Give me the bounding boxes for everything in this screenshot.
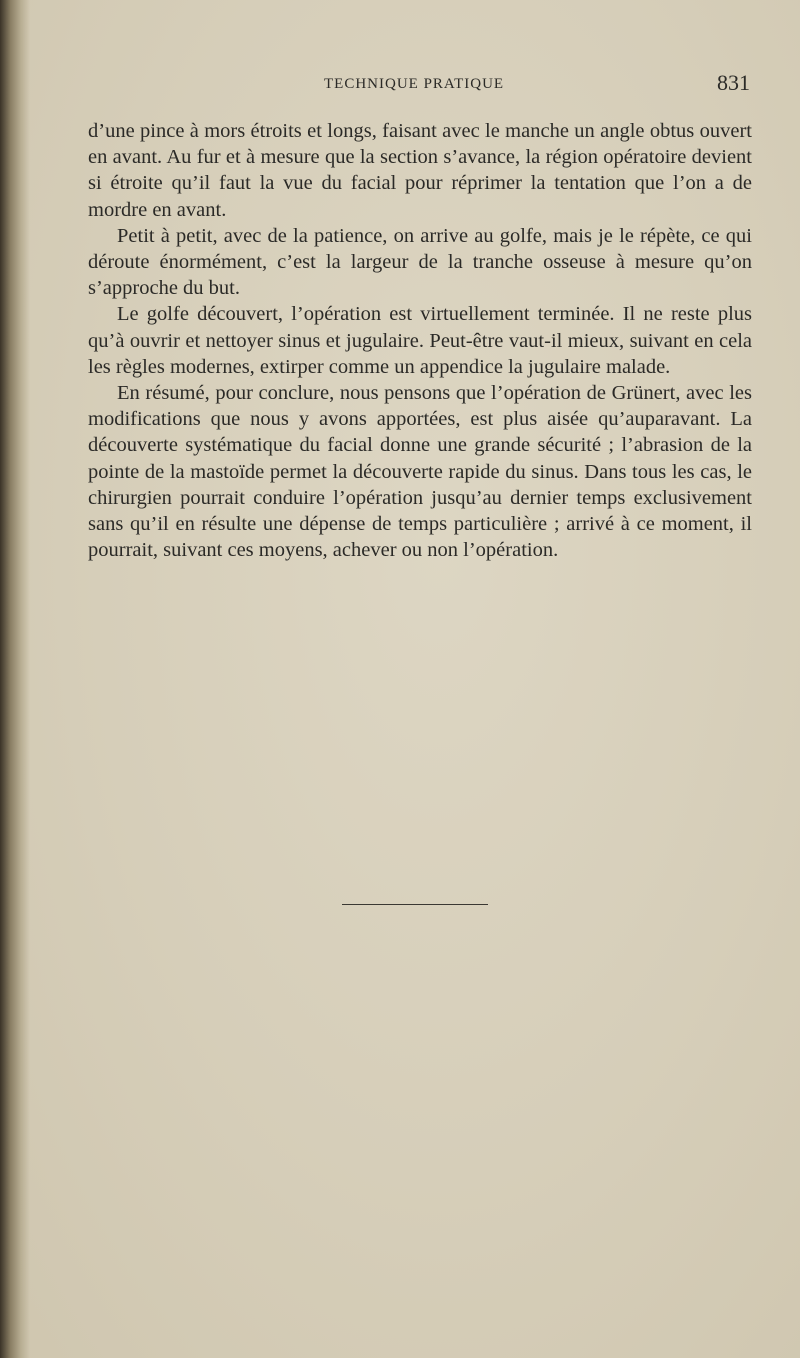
end-rule-divider [342, 904, 488, 905]
body-text [88, 118, 752, 563]
page-number: 831 [717, 70, 750, 95]
paragraph-1: d’une pince à mors étroits et longs, faisant avec le manche un angle obtus ouvert en avant. Au fur et à mesure que la section s’avance, la région opératoire devient si étroite qu’il faut la vue du facial pour réprimer la tentation que l’on a de mordre en avant. [88, 120, 752, 221]
page-binding-shadow [0, 0, 30, 1358]
paragraph-3: Le golfe découvert, l’opération est virtuellement terminée. Il ne reste plus qu’à ouvrir et nettoyer sinus et jugulaire. Peut-être vaut-il mieux, suivant en cela les règles modernes, extirper comme un appendice la jugulaire malade. [88, 303, 752, 378]
paragraph-4: En résumé, pour conclure, nous pensons que l’opération de Grünert, avec les modifications que nous y avons apportées, est plus aisée qu’auparavant. La découverte systématique du facial donne une grande sécurité ; l’abrasion de la pointe de la mastoïde permet la découverte rapide du sinus. Dans tous les cas, le chirurgien pourrait conduire l’opération jusqu’au dernier temps exclusivement sans qu’il en résulte une dépense de temps particulière ; arrivé à ce moment, il pourrait, suivant ces moyens, achever ou non l’opération. [88, 382, 752, 562]
running-title: TECHNIQUE PRATIQUE [324, 76, 505, 92]
paragraph-2: Petit à petit, avec de la patience, on arrive au golfe, mais je le répète, ce qui déroute énormément, c’est la largeur de la tranche osseuse à mesure qu’on s’approche du but. [88, 224, 752, 300]
page-header [88, 70, 752, 100]
